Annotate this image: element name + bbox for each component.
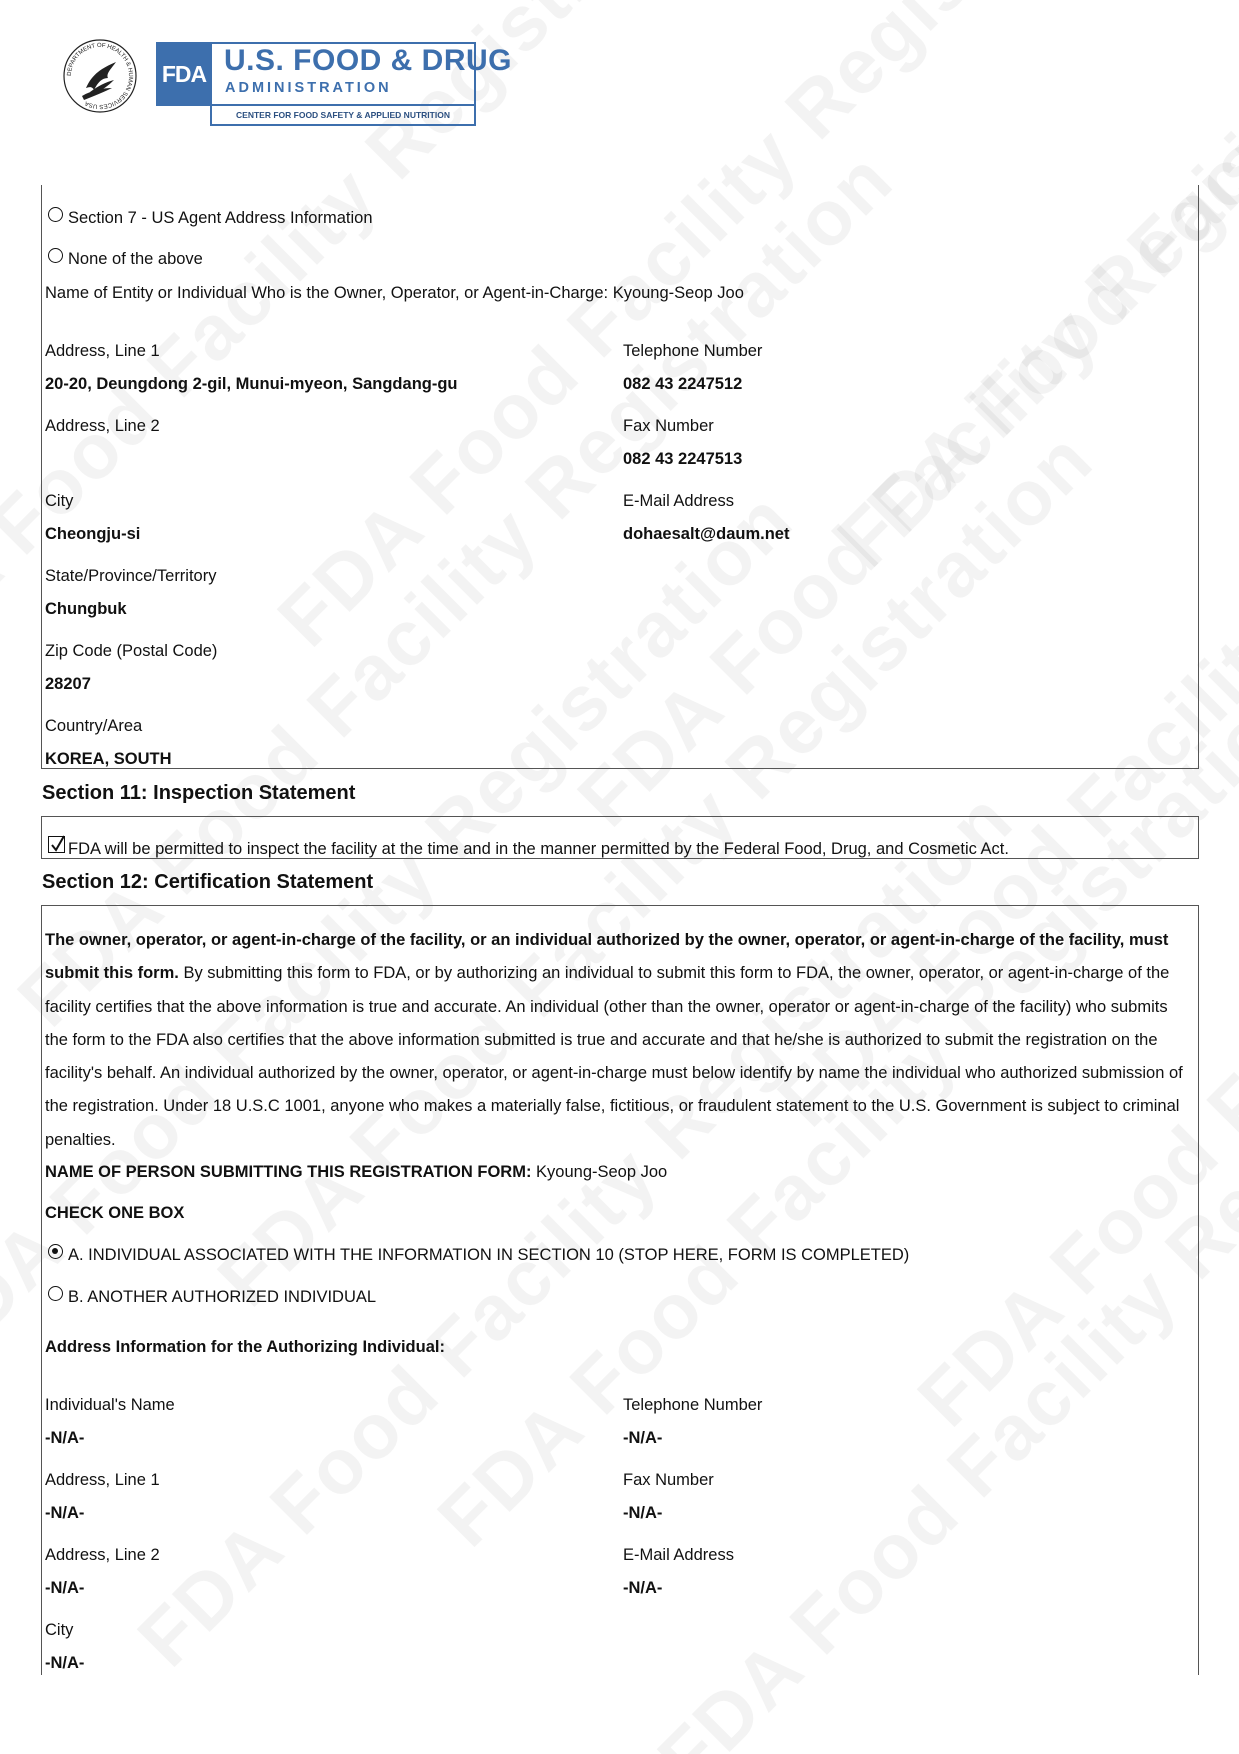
field-value: KOREA, SOUTH (45, 750, 172, 768)
hhs-seal-icon (62, 38, 138, 114)
option-label: Section 7 - US Agent Address Information (68, 209, 373, 227)
fda-logo-title: U.S. FOOD & DRUG (224, 44, 513, 77)
auth-field-label: City (45, 1621, 74, 1639)
field-label: Fax Number (623, 417, 714, 435)
auth-field-label: Address, Line 2 (45, 1546, 160, 1564)
auth-field-value: -N/A- (623, 1504, 663, 1522)
auth-field-label: Telephone Number (623, 1396, 763, 1414)
auth-heading: Address Information for the Authorizing Individual: (45, 1338, 445, 1356)
fda-logo-box: FDA (156, 42, 212, 106)
option-radio[interactable] (48, 207, 63, 222)
field-value: 28207 (45, 675, 91, 693)
fda-logo-subtitle: ADMINISTRATION (225, 80, 392, 96)
auth-field-value: -N/A- (623, 1579, 663, 1597)
field-value: 082 43 2247513 (623, 450, 743, 468)
submitter-label: NAME OF PERSON SUBMITTING THIS REGISTRATION FORM: (45, 1163, 532, 1181)
auth-field-value: -N/A- (45, 1579, 85, 1597)
field-label: Telephone Number (623, 342, 763, 360)
inspection-statement: FDA will be permitted to inspect the facility at the time and in the manner permitted by the Federal Food, Drug, and Cosmetic Act. (68, 840, 1009, 858)
option-radio[interactable] (48, 248, 63, 263)
field-value: 082 43 2247512 (623, 375, 743, 393)
field-label: Address, Line 1 (45, 342, 160, 360)
field-label: Address, Line 2 (45, 417, 160, 435)
check-one-label: CHECK ONE BOX (45, 1204, 185, 1222)
auth-field-value: -N/A- (45, 1429, 85, 1447)
fda-logo (156, 40, 513, 126)
auth-field-value: -N/A- (623, 1429, 663, 1447)
choice-b-radio[interactable] (48, 1286, 63, 1301)
auth-field-label: Address, Line 1 (45, 1471, 160, 1489)
submitter-line (45, 1162, 667, 1182)
inspection-checkbox[interactable] (48, 836, 65, 853)
auth-field-value: -N/A- (45, 1504, 85, 1522)
auth-field-label: Individual's Name (45, 1396, 175, 1414)
section11-title: Section 11: Inspection Statement (42, 782, 356, 804)
option-label: None of the above (68, 250, 203, 268)
svg-text:DEPARTMENT OF HEALTH & HUMAN S: DEPARTMENT OF HEALTH & HUMAN SERVICES USA (66, 42, 134, 110)
field-label: Zip Code (Postal Code) (45, 642, 218, 660)
checkmark-icon (49, 834, 66, 854)
auth-field-value: -N/A- (45, 1654, 85, 1672)
choice-a-label: A. INDIVIDUAL ASSOCIATED WITH THE INFORMATION IN SECTION 10 (STOP HERE, FORM IS COMPLETED) (68, 1246, 910, 1264)
choice-a-radio[interactable] (48, 1244, 63, 1259)
submitter-value: Kyoung-Seop Joo (536, 1163, 668, 1181)
field-label: E-Mail Address (623, 492, 734, 510)
owner-value: Kyoung-Seop Joo (612, 284, 744, 302)
choice-b-label: B. ANOTHER AUTHORIZED INDIVIDUAL (68, 1288, 377, 1306)
field-value: Chungbuk (45, 600, 127, 618)
field-value: 20-20, Deungdong 2-gil, Munui-myeon, Sangdang-gu (45, 375, 458, 393)
field-value: dohaesalt@daum.net (623, 525, 790, 543)
fda-logo-center: CENTER FOR FOOD SAFETY & APPLIED NUTRITION (212, 104, 474, 124)
field-value: Cheongju-si (45, 525, 141, 543)
certification-intro-bold: The owner, operator, or agent-in-charge of the facility, or an individual authorized by the owner, operator, or agent-in-charge of the facility, must submit this form. (45, 931, 1169, 983)
auth-field-label: Fax Number (623, 1471, 714, 1489)
owner-label: Name of Entity or Individual Who is the Owner, Operator, or Agent-in-Charge: (45, 284, 609, 302)
field-label: State/Province/Territory (45, 567, 217, 585)
section12-title: Section 12: Certification Statement (42, 871, 374, 893)
auth-field-label: E-Mail Address (623, 1546, 734, 1564)
certification-intro-text: By submitting this form to FDA, or by authorizing an individual to submit this form to FDA, the owner, operator, or agent-in-charge of the facility certifies that the above information is true and accurate. An individual (other than the owner, operator or agent-in-charge of the facility) who submits the form to the FDA also certifies that the above information submitted is true and accurate and that he/she is authorized to submit the registration on the facility's behalf. An individual authorized by the owner, operator, or agent-in-charge must below identify by name the individual who authorized submission of the registration. Under 18 U.S.C 1001, anyone who makes a materially false, fictitious, or fraudulent statement to the U.S. Government is subject to criminal penalties. (45, 964, 1183, 1149)
owner-line (45, 283, 744, 303)
field-label: City (45, 492, 74, 510)
field-label: Country/Area (45, 717, 143, 735)
certification-paragraph (45, 924, 1185, 1157)
section10-box (41, 185, 1199, 769)
